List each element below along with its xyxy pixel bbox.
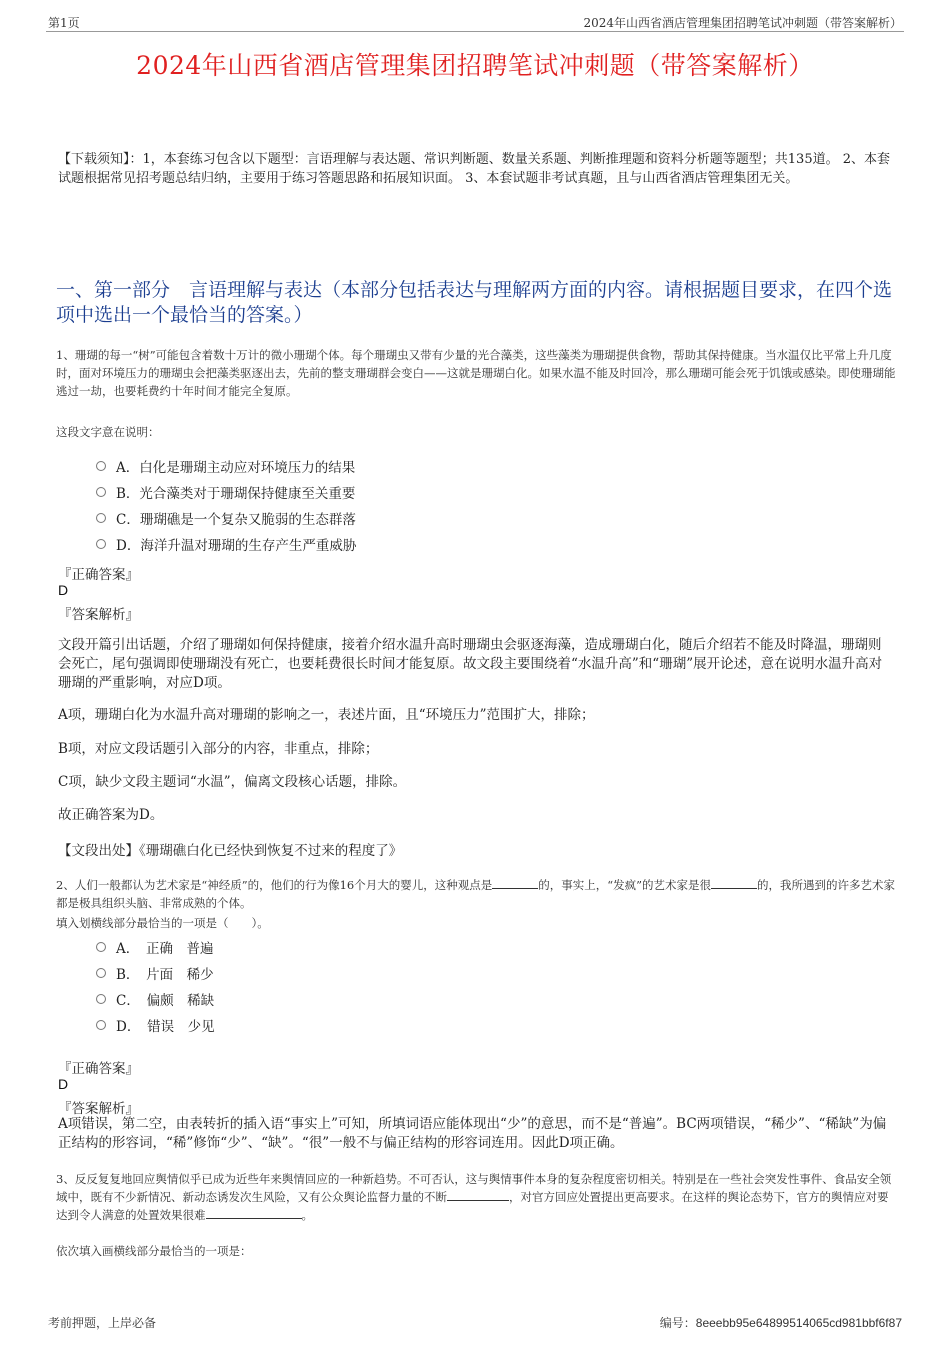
- section-title: 一、第一部分 言语理解与表达（本部分包括表达与理解两方面的内容。请根据题目要求，在四个选项中选出一个最恰当的答案。）: [56, 279, 893, 326]
- radio-icon[interactable]: [96, 513, 106, 523]
- option-b[interactable]: B． 片面 稀少: [96, 960, 215, 986]
- radio-icon[interactable]: [96, 539, 106, 549]
- analysis-label: 『答案解析』: [58, 607, 139, 623]
- blank-1: [492, 888, 538, 889]
- question-3-prompt: 依次填入画横线部分最恰当的一项是：: [56, 1244, 252, 1258]
- blank-1: [447, 1200, 509, 1201]
- option-a[interactable]: A． 正确 普遍: [96, 934, 215, 960]
- correct-answer: D: [58, 582, 69, 598]
- question-1-text: 1、珊瑚的每一“树”可能包含着数十万计的微小珊瑚个体。每个珊瑚虫又带有少量的光合藻类，这些藻类为珊瑚提供食物，帮助其保持健康。当水温仅比平常上升几度时，面对环境压力的珊瑚虫会把藻类驱逐出去，先前的整支珊瑚群会变白——这就是珊瑚白化。如果水温不能及时回冷，那么珊瑚可能会死于饥饿或感染。即使珊瑚能逃过一劫，也要耗费约十年时间才能完全复原。: [56, 348, 896, 398]
- question-1-options: [96, 453, 356, 557]
- option-a[interactable]: A．白化是珊瑚主动应对环境压力的结果: [96, 453, 356, 479]
- question-1-prompt: 这段文字意在说明：: [56, 425, 160, 439]
- blank-2: [206, 1218, 302, 1219]
- option-d[interactable]: D． 错误 少见: [96, 1012, 215, 1038]
- analysis-conclusion: 故正确答案为D。: [58, 807, 164, 823]
- text-source: 【文段出处】《珊瑚礁白化已经快到恢复不过来的程度了》: [58, 843, 403, 859]
- analysis-text: 文段开篇引出话题，介绍了珊瑚如何保持健康，接着介绍水温升高时珊瑚虫会驱逐海藻，造成珊瑚白化，随后介绍若不能及时降温，珊瑚则会死亡，尾句强调即使珊瑚没有死亡，也要耗费很长时间才能复原。故文段主要围绕着“水温升高”和“珊瑚”展开论述，意在说明水温升高对珊瑚的严重影响，对应D项。: [58, 637, 883, 691]
- option-c[interactable]: C． 偏颇 稀缺: [96, 986, 215, 1012]
- radio-icon[interactable]: [96, 994, 106, 1004]
- question-3-text: 3、反反复复地回应舆情似乎已成为近些年来舆情回应的一种新趋势。不可否认，这与舆情事件本身的复杂程度密切相关。特别是在一些社会突发性事件、食品安全领域中，既有不少新情况、新动态诱发次生风险，又有公众舆论监督力量的不断 ，对官方回应处置提出更高要求。在这样的舆论态势下，官方的舆情应对要达到令人满意的处置效果很难 。: [56, 1172, 892, 1222]
- analysis-option-b: B项，对应文段话题引入部分的内容，非重点，排除；: [58, 741, 379, 757]
- radio-icon[interactable]: [96, 461, 106, 471]
- blank-2: [711, 888, 757, 889]
- header-doc-title: 2024年山西省酒店管理集团招聘笔试冲刺题（带答案解析）: [583, 16, 902, 30]
- footer-slogan: 考前押题，上岸必备: [48, 1316, 157, 1330]
- radio-icon[interactable]: [96, 968, 106, 978]
- analysis-option-c: C项，缺少文段主题词“水温”，偏离文段核心话题，排除。: [58, 774, 407, 790]
- header-page-number: 第1页: [48, 16, 80, 30]
- footer-serial: 编号：8eeebb95e64899514065cd981bbf6f87: [659, 1316, 902, 1330]
- analysis-option-a: A项，珊瑚白化为水温升高对珊瑚的影响之一，表述片面，且“环境压力”范围扩大，排除；: [58, 707, 595, 723]
- option-c[interactable]: C．珊瑚礁是一个复杂又脆弱的生态群落: [96, 505, 356, 531]
- radio-icon[interactable]: [96, 487, 106, 497]
- radio-icon[interactable]: [96, 1020, 106, 1030]
- correct-answer-label: 『正确答案』: [58, 567, 139, 583]
- download-notice: 【下载须知】：1，本套练习包含以下题型：言语理解与表达题、常识判断题、数量关系题、判断推理题和资料分析题等题型；共135道。 2、本套试题根据常见招考题总结归纳，主要用于练习答题思路和拓展知识面。 3、本套试题非考试真题，且与山西省酒店管理集团无关。: [58, 152, 890, 186]
- question-2-prompt: 填入划横线部分最恰当的一项是（ ）。: [56, 916, 269, 930]
- header-divider: [46, 31, 904, 32]
- option-b[interactable]: B．光合藻类对于珊瑚保持健康至关重要: [96, 479, 356, 505]
- correct-answer: D: [58, 1076, 69, 1092]
- correct-answer-label: 『正确答案』: [58, 1061, 139, 1077]
- question-2-options: [96, 934, 215, 1038]
- radio-icon[interactable]: [96, 942, 106, 952]
- page-title: 2024年山西省酒店管理集团招聘笔试冲刺题（带答案解析）: [136, 51, 814, 80]
- option-d[interactable]: D．海洋升温对珊瑚的生存产生严重威胁: [96, 531, 356, 557]
- analysis-label: 『答案解析』: [58, 1101, 139, 1117]
- analysis-text: A项错误，第二空，由表转折的插入语“事实上”可知，所填词语应能体现出“少”的意思，而不是“普遍”。BC两项错误，“稀少”、“稀缺”为偏正结构的形容词，“稀”修饰“少”、“缺”。“很”一般不与偏正结构的形容词连用。因此D项正确。: [58, 1116, 887, 1151]
- question-2-text: 2、人们一般都认为艺术家是“神经质”的，他们的行为像16个月大的婴儿，这种观点是 的，事实上，“发疯”的艺术家是很 的，我所遇到的许多艺术家都是极具组织头脑、非常成熟的个体。: [56, 878, 895, 910]
